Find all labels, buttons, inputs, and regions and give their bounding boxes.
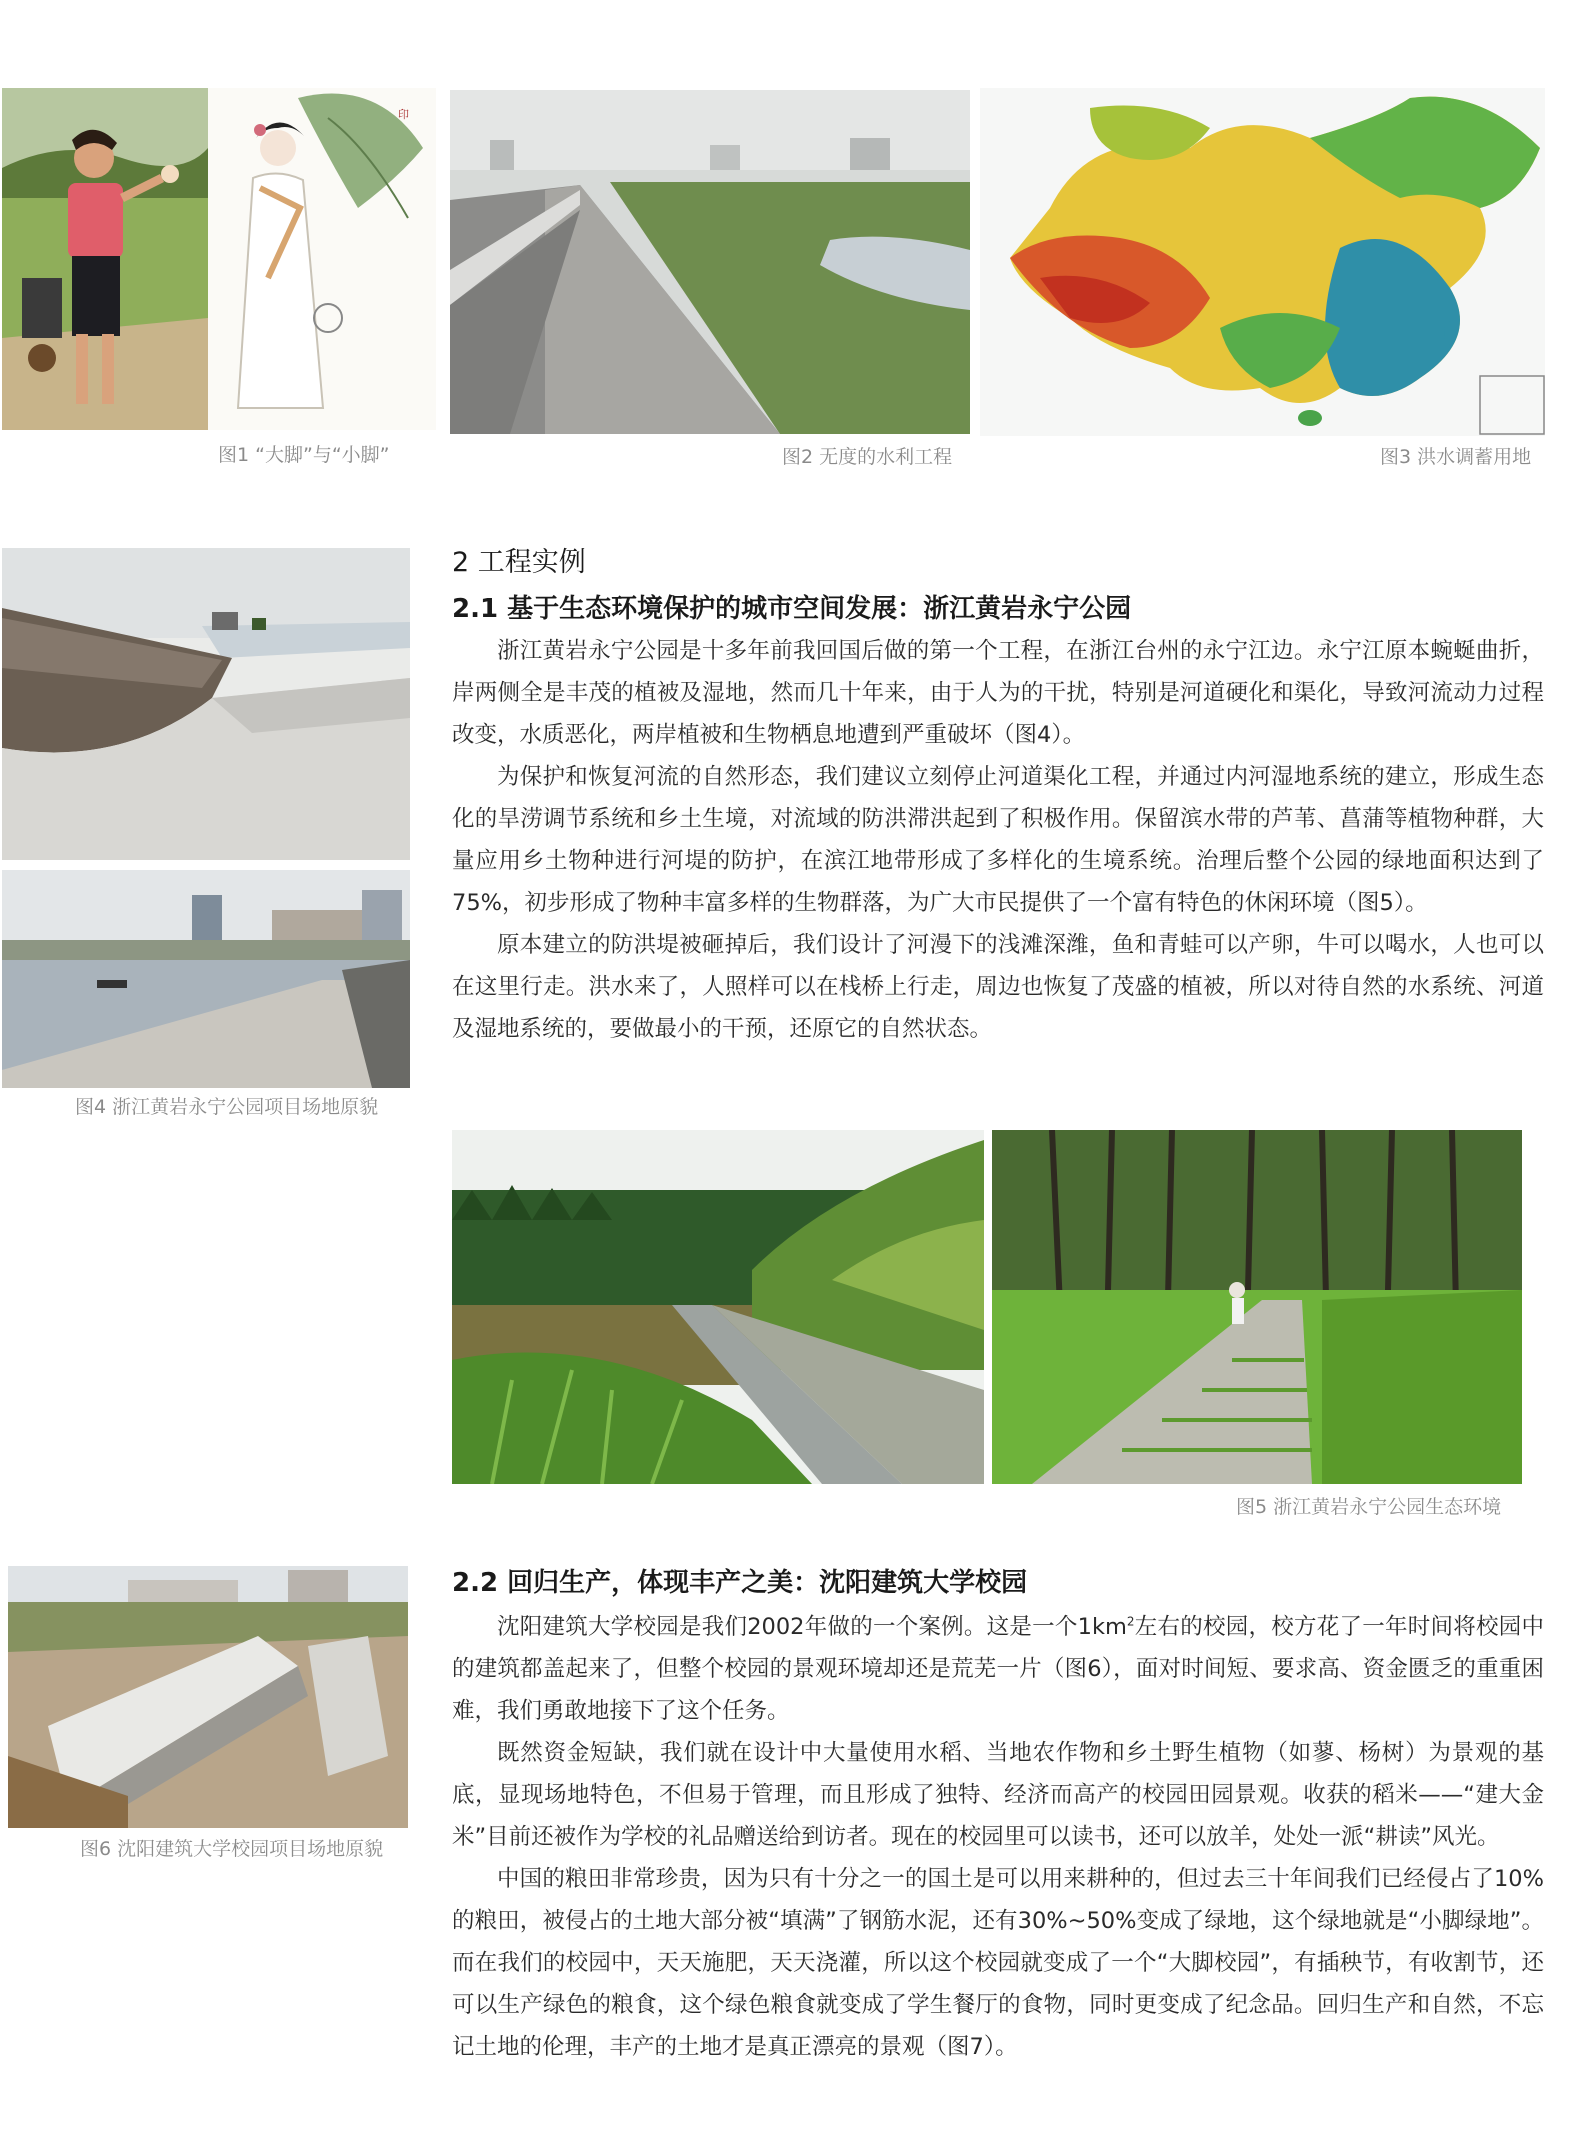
figure-5-left-photo — [452, 1130, 984, 1484]
subsection-2-1-body — [452, 630, 1544, 1050]
figure-4-caption: 图4 浙江黄岩永宁公园项目场地原貌 — [75, 1096, 379, 1118]
figure-1-right-illustration — [208, 88, 436, 430]
figure-3-caption: 图3 洪水调蓄用地 — [1380, 446, 1532, 468]
figure-1-caption: 图1 “大脚”与“小脚” — [218, 444, 390, 466]
section-title: 2 工程实例 — [452, 547, 586, 578]
paragraph: 为保护和恢复河流的自然形态，我们建议立刻停止河道渠化工程，并通过内河湿地系统的建立，形成生态化的旱涝调节系统和乡土生境，对流域的防洪滞洪起到了积极作用。保留滨水带的芦苇、菖蒲等植物种群，大量应用乡土物种进行河堤的防护，在滨江地带形成了多样化的生境系统。治理后整个公园的绿地面积达到了75%，初步形成了物种丰富多样的生物群落，为广大市民提供了一个富有特色的休闲环境（图5）。 — [452, 764, 1544, 916]
figure-6-caption: 图6 沈阳建筑大学校园项目场地原貌 — [80, 1838, 384, 1860]
figure-5-caption: 图5 浙江黄岩永宁公园生态环境 — [1236, 1496, 1502, 1518]
figure-5-right-photo — [992, 1130, 1522, 1484]
figure-2-photo — [450, 90, 970, 434]
paragraph: 原本建立的防洪堤被砸掉后，我们设计了河漫下的浅滩深潍，鱼和青蛙可以产卵，牛可以喝水，人也可以在这里行走。洪水来了，人照样可以在栈桥上行走，周边也恢复了茂盛的植被，所以对待自然的水系统、河道及湿地系统的，要做最小的干预，还原它的自然状态。 — [452, 932, 1544, 1042]
paragraph: 中国的粮田非常珍贵，因为只有十分之一的国土是可以用来耕种的，但过去三十年间我们已经侵占了10%的粮田，被侵占的土地大部分被“填满”了钢筋水泥，还有30%~50%变成了绿地，这个绿地就是“小脚绿地”。而在我们的校园中，天天施肥，天天浇灌，所以这个校园就变成了一个“大脚校园”，有插秧节，有收割节，还可以生产绿色的粮食，这个绿色粮食就变成了学生餐厅的食物，同时更变成了纪念品。回归生产和自然，不忘记土地的伦理，丰产的土地才是真正漂亮的景观（图7）。 — [452, 1866, 1544, 2060]
paragraph: 既然资金短缺，我们就在设计中大量使用水稻、当地农作物和乡土野生植物（如蓼、杨树）为景观的基底，显现场地特色，不但易于管理，而且形成了独特、经济而高产的校园田园景观。收获的稻米——“建大金米”目前还被作为学校的礼品赠送给到访者。现在的校园里可以读书，还可以放羊，处处一派“耕读”风光。 — [452, 1740, 1544, 1850]
paragraph: 沈阳建筑大学校园是我们2002年做的一个案例。这是一个$1km^2$左右的校园，校方花了一年时间将校园中的建筑都盖起来了，但整个校园的景观环境却还是荒芜一片（图6），面对时间短、要求高、资金匮乏的重重困难，我们勇敢地接下了这个任务。 — [452, 1614, 1544, 1724]
svg-text:印: 印 — [398, 108, 409, 121]
figure-3-map — [980, 88, 1545, 436]
subsection-2-2-title: 2.2 回归生产，体现丰产之美：沈阳建筑大学校园 — [452, 1568, 1028, 1598]
subsection-2-2-body — [452, 1606, 1544, 2068]
subsection-2-1-title: 2.1 基于生态环境保护的城市空间发展：浙江黄岩永宁公园 — [452, 594, 1132, 624]
figure-2-caption: 图2 无度的水利工程 — [782, 446, 953, 468]
paragraph: 浙江黄岩永宁公园是十多年前我回国后做的第一个工程，在浙江台州的永宁江边。永宁江原本蜿蜒曲折，岸两侧全是丰茂的植被及湿地，然而几十年来，由于人为的干扰，特别是河道硬化和渠化，导致河流动力过程改变，水质恶化，两岸植被和生物栖息地遭到严重破坏（图4）。 — [452, 638, 1544, 748]
figure-1-left-photo — [2, 88, 208, 430]
figure-6-photo — [8, 1566, 408, 1828]
figure-4-bottom-photo — [2, 870, 410, 1088]
figure-4-top-photo — [2, 548, 410, 860]
